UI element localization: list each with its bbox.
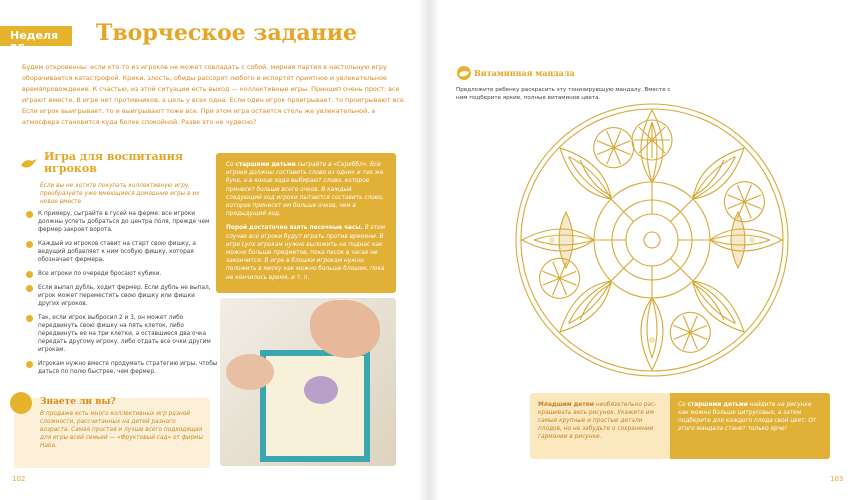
bullet-icon (26, 271, 33, 278)
box-text-2: В этом случае все игроки будут играть против времени. В игре Lynx игрокам нужно выложить на поднос как можно больше предметов, пока песок в часах не закончится. В игре в блошки игрокам нужно положить в миску как можно больше блошек, пока не кончилось время, и т. п. (226, 225, 385, 281)
photo-game-board (260, 350, 370, 462)
rule-text: Все игроки по очереди бросают кубики. (38, 271, 162, 277)
book-gutter (418, 0, 440, 500)
game-section-title: Игра для воспитания игроков (44, 150, 183, 175)
bullet-icon (26, 361, 33, 368)
box-highlight: старшими детьми (235, 162, 296, 168)
list-item (26, 360, 218, 376)
bird-icon (20, 156, 38, 170)
list-item (26, 240, 218, 264)
box-subhead: Порой достаточно взять песочные часы. (226, 225, 363, 232)
lightbulb-icon (10, 392, 32, 414)
box-highlight: старшими детьми (687, 402, 748, 408)
older-children-box (216, 153, 396, 293)
list-item (26, 270, 218, 278)
bullet-icon (26, 241, 33, 248)
rules-list (26, 210, 218, 382)
rule-text: Если выпал дубль, ходит фермер. Если дубль не выпал, игрок может переместить свою фишку или фишки других игроков. (38, 285, 211, 307)
rule-text: Каждый из игроков ставит на старт свою фишку, а ведущий добавляет к ним особую фишку, которая обозначает фермера. (38, 241, 196, 263)
photo-children-playing (220, 298, 396, 466)
box-lead: Со (678, 402, 688, 408)
rule-text: Игрокам нужно вместе продумать стратегию игры, чтобы даться по полю быстрее, чем фермер. (38, 361, 218, 375)
mandala-title: Витаминная мандала (474, 68, 575, 78)
box-highlight: Младшим детям (538, 402, 595, 408)
list-item (26, 210, 218, 234)
bullet-icon (26, 315, 33, 322)
rule-text: Так, если игрок выбросил 2 и 3, он может либо передвинуть свою фишку на пять клеток, либо передвинуть ее на три клетки, а оставшиеся два очка передать другому игроку, либо отдать все очки другим игрокам. (38, 315, 211, 353)
box-text: необязательно раскрашивать весь рисунок. Укажите им самые крупные и простые детали плодов, но не забудьте о сохранении гармонии в рисунке. (538, 402, 657, 440)
week-badge: Неделя 25 (0, 26, 72, 46)
page-number-left: 102 (12, 475, 26, 483)
mandala-description: Предложите ребенку раскрасить эту тонизирующую мандалу. Вместе с ним подберите яркие, полные витаминов цвета. (456, 87, 671, 101)
box-text: сыграйте в «Скреббл». Все игроки должны составить слово из одних и тех же букв, а в конце хода выбирают слово, которое принесет больше всего очков. В каждый следующий ход игроки пытаются составить слово, которое принесет им больше очков, чем в предыдущий ход. (226, 162, 384, 218)
list-item (26, 314, 218, 354)
older-children-box-2 (670, 393, 830, 459)
bird-icon (456, 66, 472, 80)
game-section-subtitle: Если вы не хотите покупать коллективную игру, преобразуйте уже имеющиеся домашние игры в их новое вместе. (40, 183, 200, 205)
did-you-know-text: В продаже есть много коллективных игр разной сложности, рассчитанных на детей разного возраста. Самая простая и лучше всего подходящая для игры всей семьей — «Фруктовый сад» от фирмы Haba. (40, 411, 204, 449)
box-lead: Со (226, 162, 236, 168)
list-item (26, 284, 218, 308)
bullet-icon (26, 211, 33, 218)
intro-paragraph: Будем откровенны: если кто-то из игроков не может совладать с собой, мирная партия в настольную игру оборачивается катастрофой. Крики, злость, обиды рассорят любого и испортят приятное и увлекательное времяпровождение. К счастью, из этой ситуации есть выход — коллективные игры. Принцип очень прост: все играют вместе. В игре нет противников, а цель у всех одна. Если один игрок проигрывает, то проигрывают все. Если игрок выигрывает, то и выигрывают тоже все. При этом игра остается столь же увлекательной, а атмосфера становится куда более спокойной. Разве это не чудесно? (22, 63, 406, 126)
rule-text: К примеру, сыграйте в гусей на ферме: все игроки должны успеть добраться до центра поля, прежде чем фермер закроет ворота. (38, 211, 210, 233)
mandala-drawing (512, 100, 792, 380)
photo-hand (226, 354, 274, 390)
younger-children-box (530, 393, 670, 459)
bullet-icon (26, 285, 33, 292)
page-number-right: 103 (830, 475, 844, 483)
box-text: найдите на рисунке как можно больше цитрусовых, а затем подберите для каждого плода свой цвет. От этого мандала станет только ярче! (678, 402, 817, 432)
photo-tree (304, 376, 338, 404)
did-you-know-title: Знаете ли вы? (40, 397, 116, 407)
page-title: Творческое задание (96, 20, 358, 46)
